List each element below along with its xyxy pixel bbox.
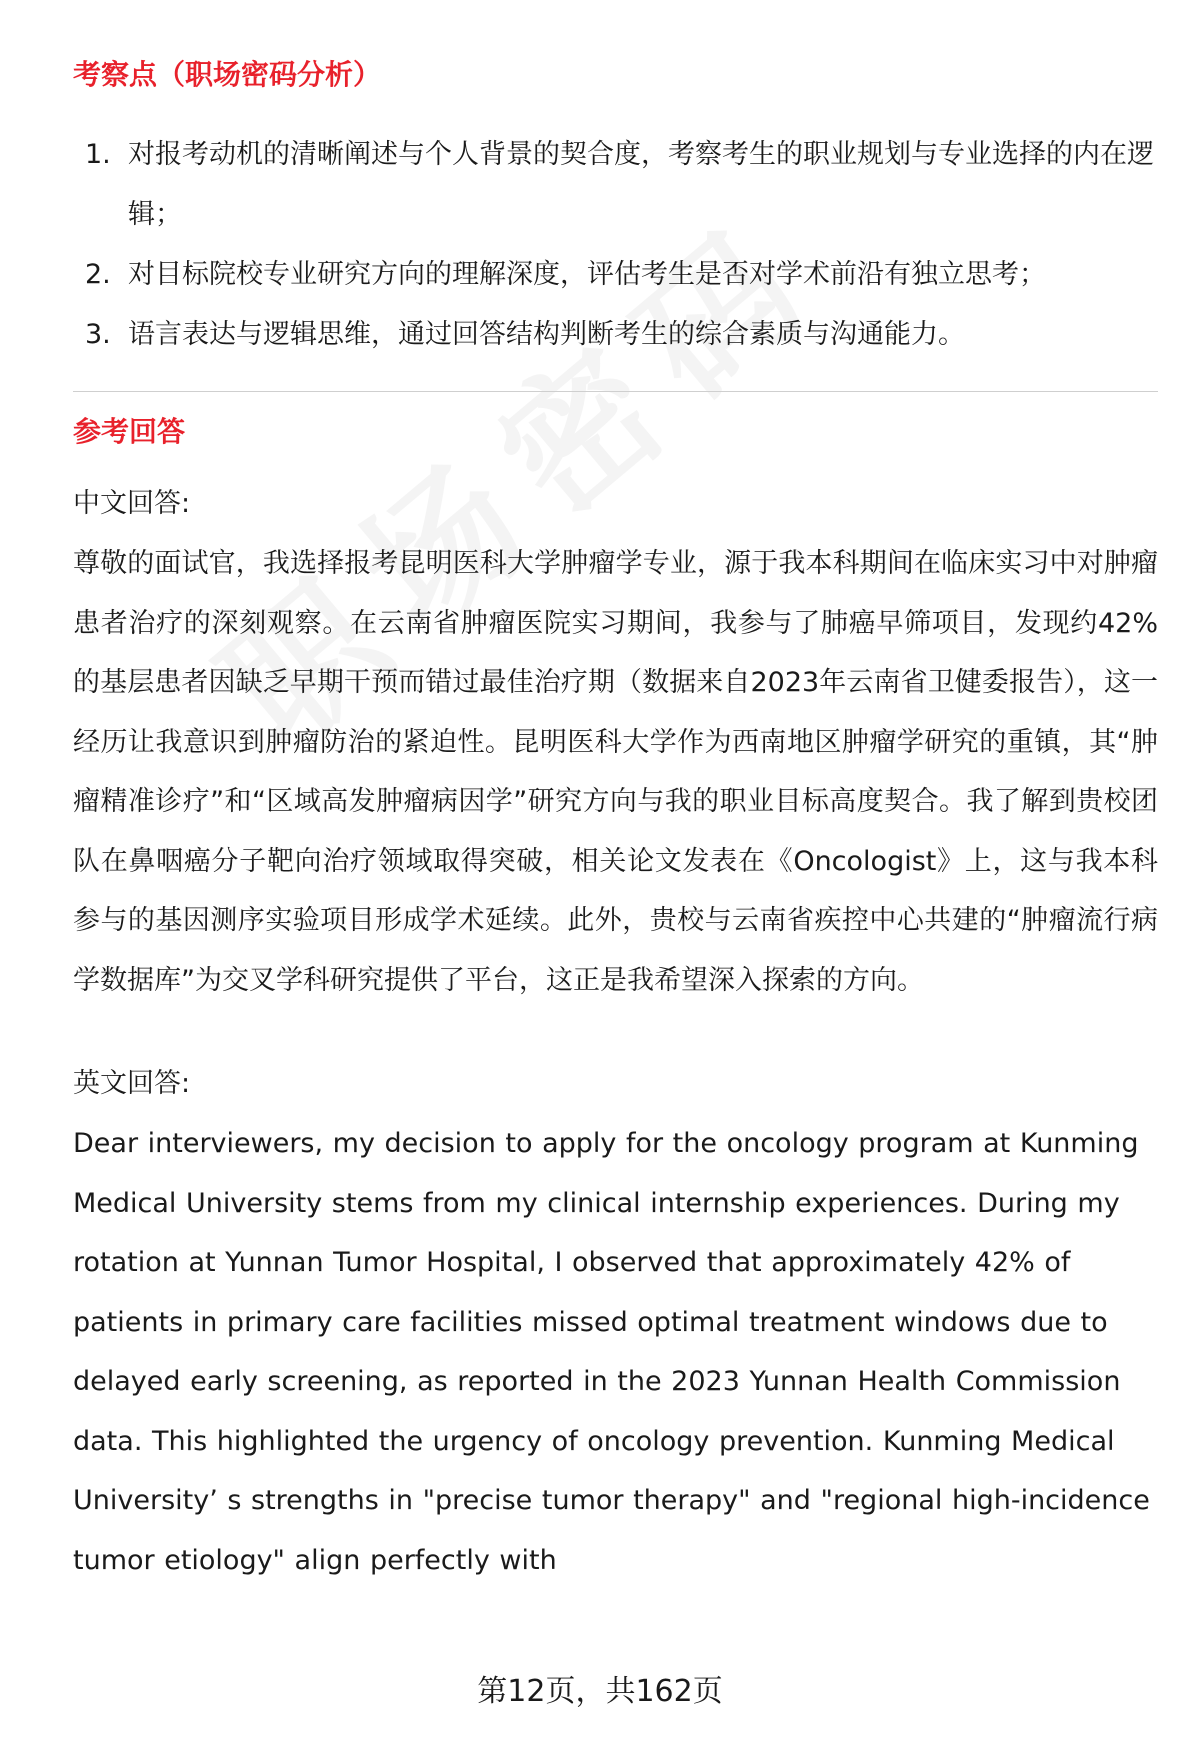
list-item-text: 语言表达与逻辑思维，通过回答结构判断考生的综合素质与沟通能力。 — [128, 319, 965, 350]
chinese-answer-label: 中文回答: — [73, 488, 191, 519]
list-item — [73, 245, 1158, 305]
list-item — [73, 125, 1158, 245]
focus-list — [73, 125, 1158, 365]
list-item-number: 2. — [85, 259, 111, 290]
answer-heading: 参考回答 — [73, 415, 186, 448]
chinese-answer-text: 尊敬的面试官，我选择报考昆明医科大学肿瘤学专业，源于我本科期间在临床实习中对肿瘤患者治疗的深刻观察。在云南省肿瘤医院实习期间，我参与了肺癌早筛项目，发现约42%的基层患者因缺乏早期干预而错过最佳治疗期（数据来自2023年云南省卫健委报告），这一经历让我意识到肿瘤防治的紧迫性。昆明医科大学作为西南地区肿瘤学研究的重镇，其“肿瘤精准诊疗”和“区域高发肿瘤病因学”研究方向与我的职业目标高度契合。我了解到贵校团队在鼻咽癌分子靶向治疗领域取得突破，相关论文发表在《Oncologist》上，这与我本科参与的基因测序实验项目形成学术延续。此外，贵校与云南省疾控中心共建的“肿瘤流行病学数据库”为交叉学科研究提供了平台，这正是我希望深入探索的方向。 — [73, 548, 1158, 996]
english-answer-label: 英文回答: — [73, 1068, 191, 1099]
section-divider — [73, 391, 1158, 392]
english-answer-text: Dear interviewers, my decision to apply for the oncology program at Kunming Medical University stems from my clinical internship experiences. During my rotation at Yunnan Tumor Hospital, I observed that approximately 42% of patients in primary care facilities missed optimal treatment windows due to delayed early screening, as reported in the 2023 Yunnan Health Commission data. This highlighted the urgency of oncology prevention. Kunming Medical University’ s strengths in "precise tumor therapy" and "regional high-incidence tumor etiology" align perfectly with — [73, 1128, 1150, 1576]
list-item-text: 对目标院校专业研究方向的理解深度，评估考生是否对学术前沿有独立思考； — [128, 259, 1046, 290]
list-item-text: 对报考动机的清晰阐述与个人背景的契合度，考察考生的职业规划与专业选择的内在逻辑； — [128, 139, 1154, 230]
page-number: 第12页，共162页 — [477, 1674, 723, 1709]
spacer — [73, 1010, 1158, 1032]
list-item — [73, 305, 1158, 365]
list-item-number: 3. — [85, 319, 111, 350]
focus-heading: 考察点（职场密码分析） — [73, 58, 382, 91]
list-item-number: 1. — [85, 139, 111, 170]
page-content — [73, 55, 1158, 1590]
